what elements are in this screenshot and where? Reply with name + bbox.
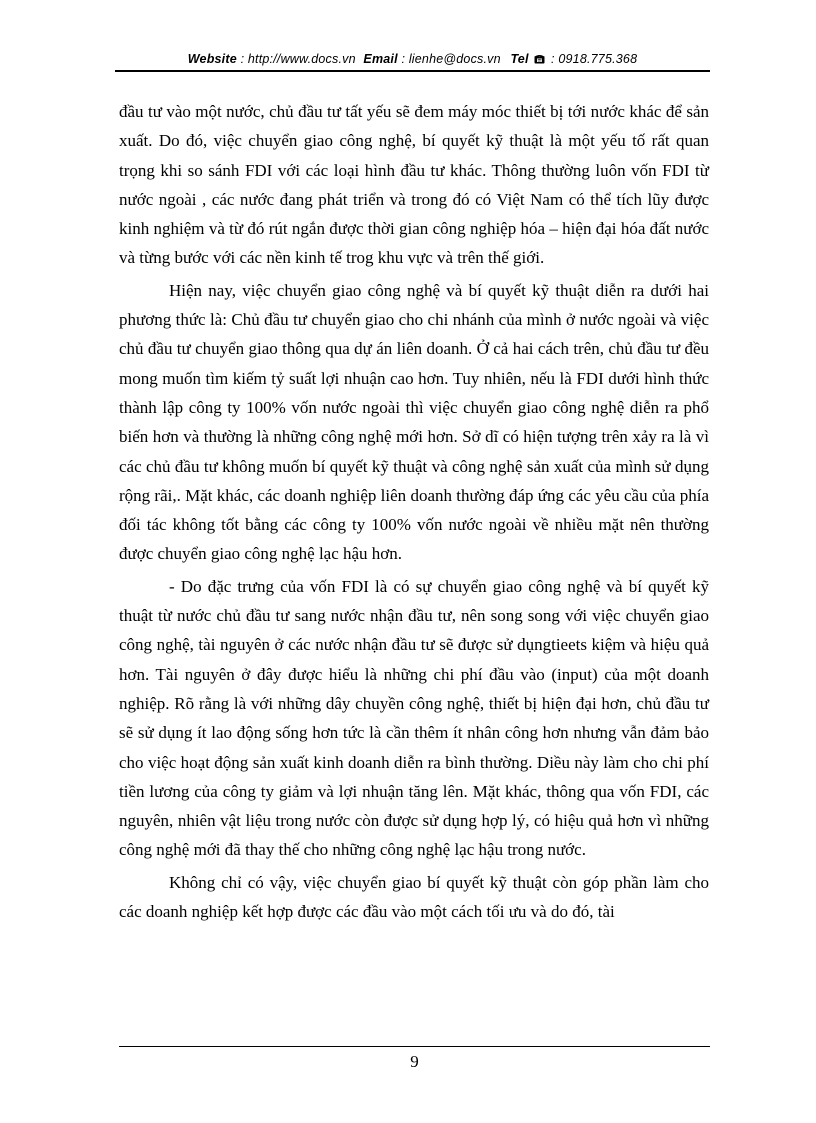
email-value: : lienhe@docs.vn: [401, 52, 501, 66]
page-number: 9: [410, 1052, 419, 1071]
footer-rule: [119, 1046, 710, 1047]
document-body: [119, 97, 709, 926]
tel-label: Tel: [510, 52, 529, 66]
header-contact-line: [115, 52, 710, 66]
telephone-icon: [534, 54, 545, 64]
paragraph-continuation: đầu tư vào một nước, chủ đầu tư tất yếu sẽ đem máy móc thiết bị tới nước khác để sản xuất. Do đó, việc chuyển giao công nghệ, bí quyết kỹ thuật là một yếu tố rất quan trọng khi so sánh FDI với các loại hình đầu tư khác. Thông thường luôn vốn FDI từ nước ngoài , các nước đang phát triển và trong đó có Việt Nam có thể tích lũy được kinh nghiệm và từ đó rút ngắn được thời gian công nghiệp hóa – hiện đại hóa đất nước và từng bước với các nền kinh tế trog khu vực và trên thế giới.: [119, 102, 709, 268]
paragraph-fdi-resources: - Do đặc trưng của vốn FDI là có sự chuyển giao công nghệ và bí quyết kỹ thuật từ nước chủ đầu tư sang nước nhận đầu tư, nên song song với việc chuyển giao công nghệ, tài nguyên ở các nước nhận đầu tư sẽ được sử dụngtieets kiệm và hiệu quả hơn. Tài nguyên ở đây được hiểu là những chi phí đầu vào (input) của một doanh nghiệp. Rõ rằng là với những dây chuyền công nghệ, thiết bị hiện đại hơn, chủ đầu tư sẽ sử dụng ít lao động sống hơn tức là cần thêm ít nhân công hơn nhưng vẫn đảm bảo cho việc hoạt động sản xuất kinh doanh diễn ra bình thường. Diều này làm cho chi phí tiền lương của công ty giảm và lợi nhuận tăng lên. Mặt khác, thông qua vốn FDI, các nguyên, nhiên vật liệu trong nước còn được sử dụng hợp lý, có hiệu quả hơn vì những công nghệ mới đã thay thế cho những công nghệ lạc hậu trong nước.: [119, 576, 709, 860]
tel-value: : 0918.775.368: [551, 52, 638, 66]
email-label: Email: [363, 52, 398, 66]
paragraph-know-how: Không chỉ có vậy, việc chuyển giao bí quyết kỹ thuật còn góp phần làm cho các doanh nghiệp kết hợp được các đầu vào một cách tối ưu và do đó, tài: [119, 872, 709, 922]
website-label: Website: [187, 52, 237, 66]
paragraph-technology-transfer: Hiện nay, việc chuyển giao công nghệ và bí quyết kỹ thuật diễn ra dưới hai phương thức là: Chủ đầu tư chuyển giao cho chi nhánh của mình ở nước ngoài và việc chủ đầu tư chuyển giao thông qua dự án liên doanh. Ở cả hai cách trên, chủ đầu tư đều mong muốn tìm kiếm tỷ suất lợi nhuận cao hơn. Tuy nhiên, nếu là FDI dưới hình thức thành lập công ty 100% vốn nước ngoài thì việc chuyển giao công nghệ diễn ra phổ biến hơn và thường là những công nghệ mới hơn. Sở dĩ có hiện tượng trên xảy ra là vì các chủ đầu tư không muốn bí quyết kỹ thuật và công nghệ sản xuất của mình sử dụng rộng rãi,. Mặt khác, các doanh nghiệp liên doanh thường đáp ứng các yêu cầu của phía đối tác không tốt bằng các công ty 100% vốn nước ngoài về nhiều mặt nên thường được chuyển giao công nghệ lạc hậu hơn.: [119, 280, 709, 564]
page-header: [115, 42, 710, 72]
website-value: : http://www.docs.vn: [240, 52, 356, 66]
